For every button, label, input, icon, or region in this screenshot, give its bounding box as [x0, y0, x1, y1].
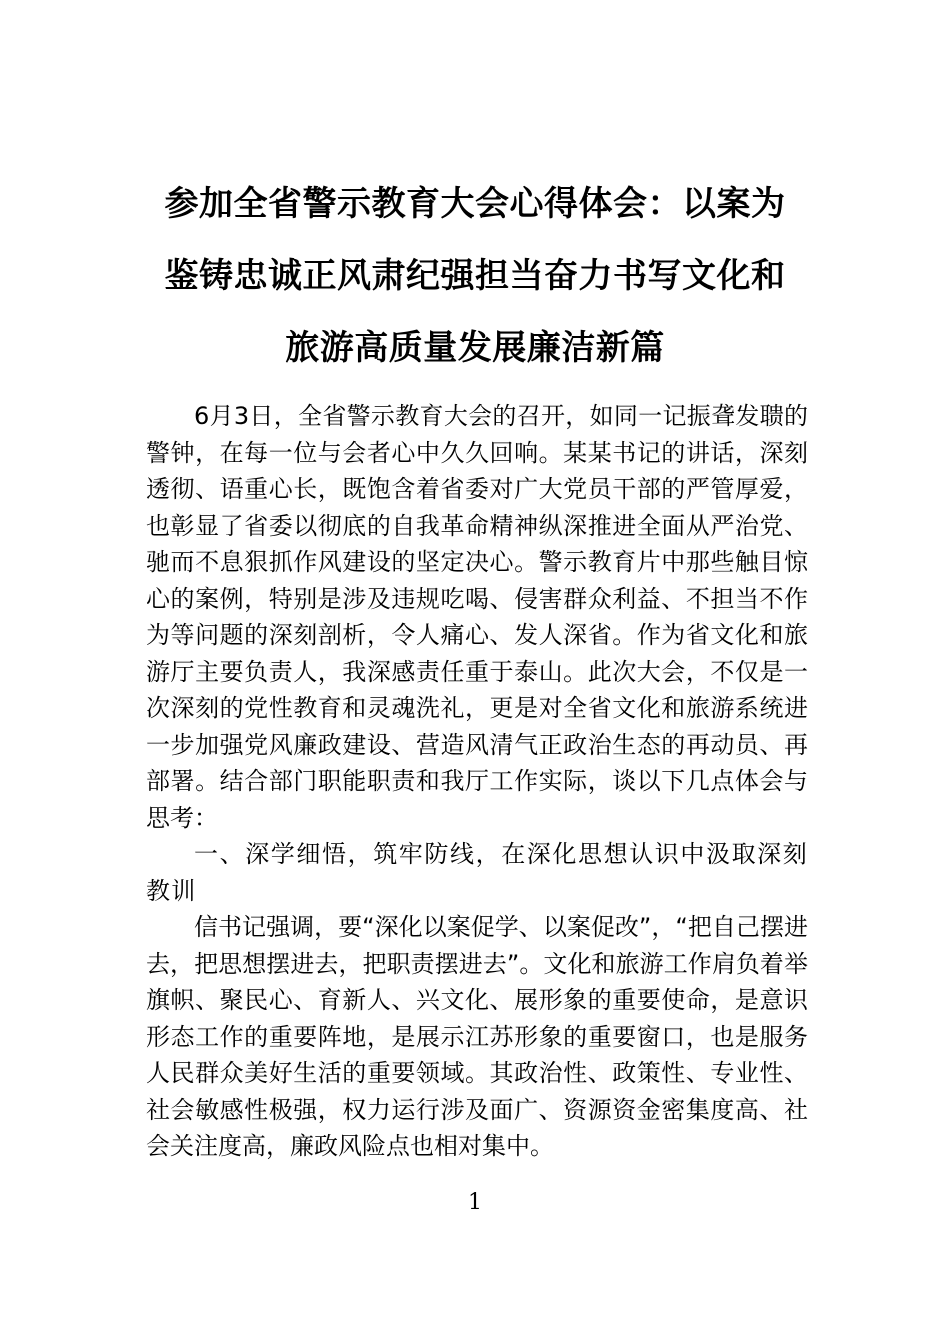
document-title: [130, 168, 820, 384]
intro-paragraph: 6月3日，全省警示教育大会的召开，如同一记振聋发聩的警钟，在每一位与会者心中久久回响。某某书记的讲话，深刻透彻、语重心长，既饱含着省委对广大党员干部的严管厚爱，也彰显了省委以彻底的自我革命精神纵深推进全面从严治党、驰而不息狠抓作风建设的坚定决心。警示教育片中那些触目惊心的案例，特别是涉及违规吃喝、侵害群众利益、不担当不作为等问题的深刻剖析，令人痛心、发人深省。作为省文化和旅游厅主要负责人，我深感责任重于泰山。此次大会，不仅是一次深刻的党性教育和灵魂洗礼，更是对全省文化和旅游系统进一步加强党风廉政建设、营造风清气正政治生态的再动员、再部署。结合部门职能职责和我厅工作实际，谈以下几点体会与思考：: [146, 402, 808, 832]
title-line-3: 旅游高质量发展廉洁新篇: [285, 328, 665, 368]
title-line-1: 参加全省警示教育大会心得体会：以案为: [164, 184, 786, 224]
section-paragraph-1: 信书记强调，要“深化以案促学、以案促改”，“把自己摆进去，把思想摆进去，把职责摆进去”。文化和旅游工作肩负着举旗帜、聚民心、育新人、兴文化、展形象的重要使命，是意识形态工作的重要阵地，是展示江苏形象的重要窗口，也是服务人民群众美好生活的重要领域。其政治性、政策性、专业性、社会敏感性极强，权力运行涉及面广、资源资金密集度高、社会关注度高，廉政风险点也相对集中。: [146, 913, 808, 1160]
section-heading-1: 一、深学细悟，筑牢防线，在深化思想认识中汲取深刻教训: [146, 840, 808, 905]
title-line-2: 鉴铸忠诚正风肃纪强担当奋力书写文化和: [164, 256, 786, 296]
document-body: [146, 398, 808, 1165]
page-number: 1: [468, 1190, 482, 1215]
